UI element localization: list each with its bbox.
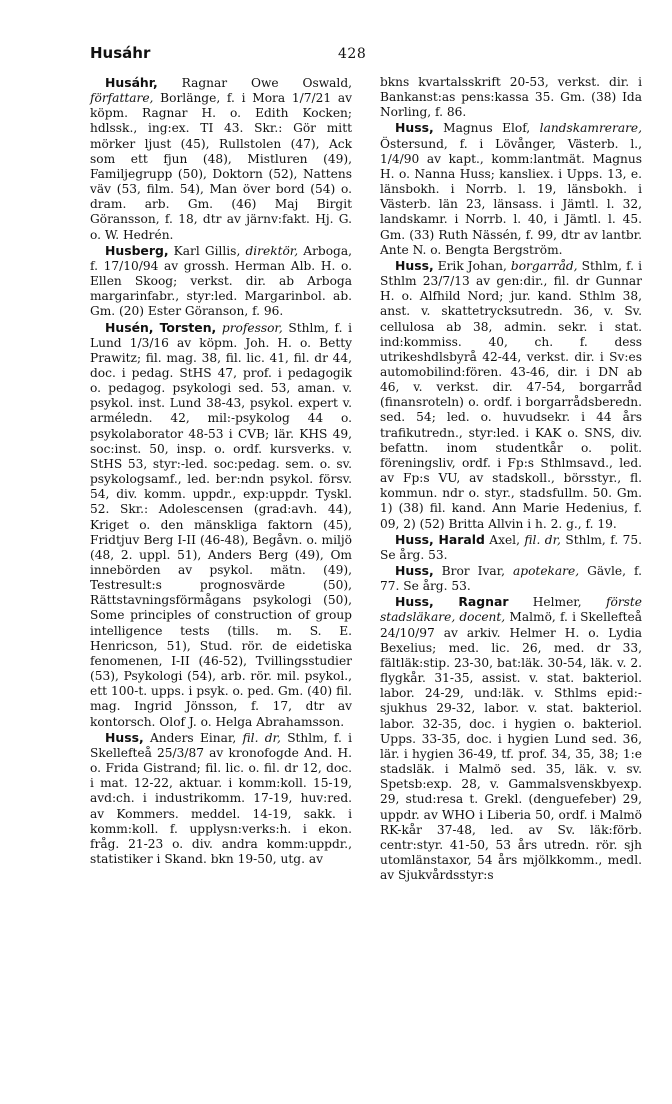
entry-name: Husáhr, (105, 75, 158, 90)
entry-occupation: fil. dr, (524, 532, 561, 547)
running-head (90, 44, 610, 68)
entry-occupation: professor, (221, 320, 283, 335)
biography-entry (380, 120, 642, 257)
entry-occupation: förste stadsläkare, docent, (380, 595, 643, 625)
entry-text: Sthlm, f. i Skellefteå 25/3/87 av kronofogde And. H. o. Frida Gistrand; fil. lic. o. fil. dr 12, doc. i mat. 12-22, aktuar. i komm:koll. 15-19, avd:ch. i industrikomm. 17-19, huv:red. av Kommers. meddel. 14-19, sakk. i komm:koll. f. upplysn:verks:h. i ekon. fråg. 21-23 o. div. andra komm:uppdr., statistiker i Skand. bkn 19-50, utg. av (90, 730, 353, 866)
biography-entry (90, 75, 352, 243)
entry-occupation: borgarråd, (510, 258, 578, 273)
entry-name: Huss, (395, 120, 434, 136)
biography-entry (380, 563, 642, 594)
entry-name: Husén, Torsten, (105, 319, 217, 335)
entry-occupation: fil. dr, (242, 730, 281, 745)
left-column (90, 75, 352, 867)
entry-name: Huss, Harald (395, 531, 485, 547)
entry-occupation: författare, (90, 91, 154, 106)
entry-given-names: Erik Johan, (433, 258, 507, 273)
entry-text: Arboga, f. 17/10/94 av grossh. Herman Alb. H. o. Ellen Skoog; verkst. dir. ab Arboga margarinfabr., styr:led. Margarinbol. ab. Gm. (20) Ester Göranson, f. 96. (90, 243, 352, 319)
entry-name: Huss, Ragnar (395, 594, 509, 610)
entry-given-names: Karl Gillis, (168, 243, 241, 258)
entry-given-names: Anders Einar, (143, 730, 237, 745)
entry-text: Borlänge, f. i Mora 1/7/21 av köpm. Ragnar H. o. Edith Kocken; hdlssk., ing:ex. TI 43. Skr.: Gör mitt mörker ljust (45), Rullstolen (47), Ack som ett fjun (48), Mistluren (49), Familjegrupp (50), Doktorn (52), Nattens väv (53, film. 54), Man över bord (54) o. dram. arb. Gm. (46) Maj Birgit Göransson, f. 18, dtr av järnv:fakt. Hj. G. o. W. Hedrén. (90, 91, 352, 242)
entry-text: bkns kvartalsskrift 20-53, verkst. dir. i Bankanst:as pens:kassa 35. Gm. (38) Ida Norling, f. 86. (380, 75, 642, 120)
biography-entry (380, 258, 642, 532)
entry-occupation: direktör, (245, 243, 299, 258)
entry-text: Malmö, f. i Skellefteå 24/10/97 av arkiv. Helmer H. o. Lydia Bexelius; med. lic. 26, med. dr 33, fältläk:stip. 23-30, bat:läk. 30-54, läk. v. 2. flygkår. 31-35, assist. v. stat. bakteriol. labor. 24-29, und:läk. v. Sthlms epid:-sjukhus 29-32, labor. v. stat. bakteriol. labor. 32-35, doc. i hygien o. bakteriol. Upps. 33-35, doc. i hygien Lund sed. 36, lär. i hygien 36-49, tf. prof. 34, 35, 38; 1:e stadsläk. i Malmö sed. 35, läk. v. sv. Spetsb:exp. 28, v. Gammalsvenskbyexp. 29, stud:resa t. Grekl. (denguefeber) 29, uppdr. av WHO i Liberia 50, ordf. i Malmö RK-kår 37-48, led. av Sv. läk:förb. centr:styr. 41-50, 53 års utredn. rör. sjh utomlänstaxor, 54 års mjölkkomm., medl. av Sjukvårdsstyr:s (380, 610, 642, 883)
entry-name: Huss, (395, 257, 434, 273)
entry-name: Huss, (105, 729, 144, 745)
biography-entry-continued (380, 75, 642, 120)
right-column (380, 75, 642, 883)
entry-text: Östersund, f. i Lövånger, Västerb. l., 1/4/90 av kapt., komm:lantmät. Magnus H. o. Nanna Huss; kansliex. i Upps. 13, e. länsbokh. i Norrb. l. 19, länsbokh. i Västerb. län 23, länsass. i Jämtl. l. 32, landskamr. i Norrb. l. 40, i Jämtl. l. 45. Gm. (33) Ruth Nässén, f. 99, dtr av lantbr. Ante N. o. Bengta Bergström. (380, 136, 642, 257)
entry-name: Huss, (395, 563, 434, 578)
biography-entry (90, 243, 352, 320)
entry-text: Sthlm, f. i Sthlm 23/7/13 av gen:dir., fil. dr Gunnar H. o. Alfhild Nord; jur. kand. Sthlm 38, anst. v. skattetrycksutredn. 36, v. Sv. cellulosa ab 38, admin. sekr. i stat. ind:kommiss. 40, ch. f. dess utrikeshdlsbyrå 42-44, verkst. dir. i Sv:es automobilind:fören. 43-46, dir. i DN ab 46, v. verkst. dir. 47-54, borgarråd (finansroteln) o. ordf. i borgarrådsberedn. sed. 54; led. o. huvudsekr. i 44 års trafikutredn., styr:led. i KAK o. SNS, div. befattn. inom studentkår o. polit. föreningsliv, ordf. i Fp:s Sthlmsavd., led. av Fp:s VU, av stadskoll., börsstyr., fl. kommun. ndr o. styr., stadsfullm. 50. Gm. 1) (38) fil. kand. Ann Marie Hedenius, f. 09, 2) (52) Britta Allvin i h. 2. g., f. 19. (380, 258, 642, 531)
entry-text: Sthlm, f. i Lund 1/3/16 av köpm. Joh. H. o. Betty Prawitz; fil. mag. 38, fil. lic. 41, fil. dr 44, doc. i pedag. StHS 47, prof. i pedagogik o. pedagog. psykologi sed. 53, aman. v. psykol. inst. Lund 38-43, psykol. expert v. arméledn. 42, mil:-psykolog 44 o. psykolaborator 48-53 i CVB; lär. KHS 49, soc:inst. 50, insp. o. ordf. kursverks. v. StHS 53, styr:-led. soc:pedag. sem. o. sv. psykologsamf., led. ber:ndn psykol. försv. 54, div. komm. uppdr., exp:uppdr. Tyskl. 52. Skr.: Adolescensen (grad:avh. 44), Kriget o. den mänskliga faktorn (45), Fridtjuv Berg I-II (46-48), Begåvn. o. miljö (48, 2. uppl. 51), Anders Berg (49), Om innebörden av psykol. mätn. (49), Testresult:s prognosvärde (50), Rättstavningsförmågans psykologi (50), Some principles of construction of group intelligence tests (tills. m. S. E. Henricson, 51), Stud. rör. de eidetiska fenomenen, I-II (46-52), Tvillingsstudier (53), Psykologi (54), arb. rör. mil. psykol., ett 100-t. upps. i psyk. o. ped. Gm. (40) fil. mag. Ingrid Jönsson, f. 17, dtr av kontorsch. Olof J. o. Helga Abrahamsson. (90, 320, 352, 729)
entry-given-names: Ragnar Owe Oswald, (157, 76, 352, 90)
running-head-surname: Husáhr (90, 44, 151, 62)
biography-entry (90, 320, 352, 730)
entry-text: Gävle, f. 77. Se årg. 53. (380, 564, 642, 594)
entry-given-names: Axel, (484, 532, 520, 547)
entry-text: Sthlm, f. 75. Se årg. 53. (380, 532, 643, 562)
biography-entry (380, 532, 642, 563)
entry-name: Husberg, (105, 242, 169, 258)
biography-entry (90, 730, 352, 867)
page-number: 428 (338, 46, 367, 62)
entry-given-names: Helmer, (508, 595, 582, 610)
entry-occupation: landskamrerare, (539, 121, 642, 136)
entry-given-names: Bror Ivar, (433, 564, 505, 578)
entry-given-names: Magnus Elof, (433, 121, 531, 136)
entry-occupation: apotekare, (513, 564, 580, 578)
biography-entry (380, 594, 642, 883)
